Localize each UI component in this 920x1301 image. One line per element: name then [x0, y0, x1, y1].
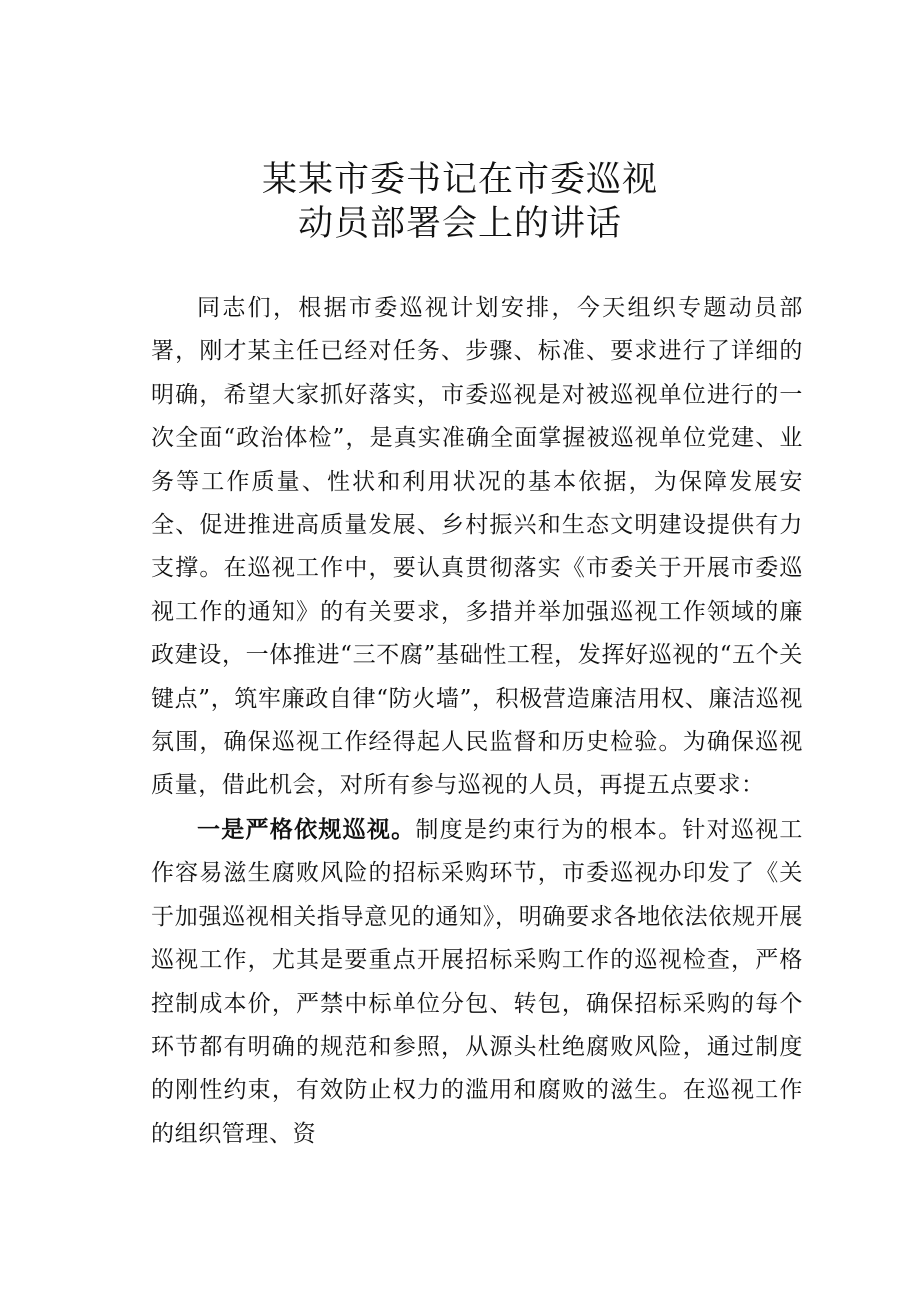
document-body	[151, 287, 803, 1156]
document-title-line-2: 动员部署会上的讲话	[297, 204, 622, 244]
document-title-line-1: 某某市委书记在市委巡视	[261, 160, 658, 200]
paragraph-intro: 同志们，根据市委巡视计划安排，今天组织专题动员部署，刚才某主任已经对任务、步骤、标准、要求进行了详细的明确，希望大家抓好落实，市委巡视是对被巡视单位进行的一次全面“政治体检”，是真实准确全面掌握被巡视单位党建、业务等工作质量、性状和利用状况的基本依据，为保障发展安全、促进推进高质量发展、乡村振兴和生态文明建设提供有力支撑。在巡视工作中，要认真贯彻落实《市委关于开展市委巡视工作的通知》的有关要求，多措并举加强巡视工作领域的廉政建设，一体推进“三不腐”基础性工程，发挥好巡视的“五个关键点”，筑牢廉政自律“防火墙”，积极营造廉洁用权、廉洁巡视氛围，确保巡视工作经得起人民监督和历史检验。为确保巡视质量，借此机会，对所有参与巡视的人员，再提五点要求：	[151, 295, 803, 799]
paragraph-lead-heading: 一是严格依规巡视。	[197, 815, 416, 843]
paragraph-first-requirement	[151, 808, 803, 1156]
paragraph-body-text: 制度是约束行为的根本。针对巡视工作容易滋生腐败风险的招标采购环节，市委巡视办印发了《关于加强巡视相关指导意见的通知》，明确要求各地依法依规开展巡视工作，尤其是要重点开展招标采购工作的巡视检查，严格控制成本价，严禁中标单位分包、转包，确保招标采购的每个环节都有明确的规范和参照，从源头杜绝腐败风险，通过制度的刚性约束，有效防止权力的滥用和腐败的滋生。在巡视工作的组织管理、资	[151, 816, 803, 1147]
